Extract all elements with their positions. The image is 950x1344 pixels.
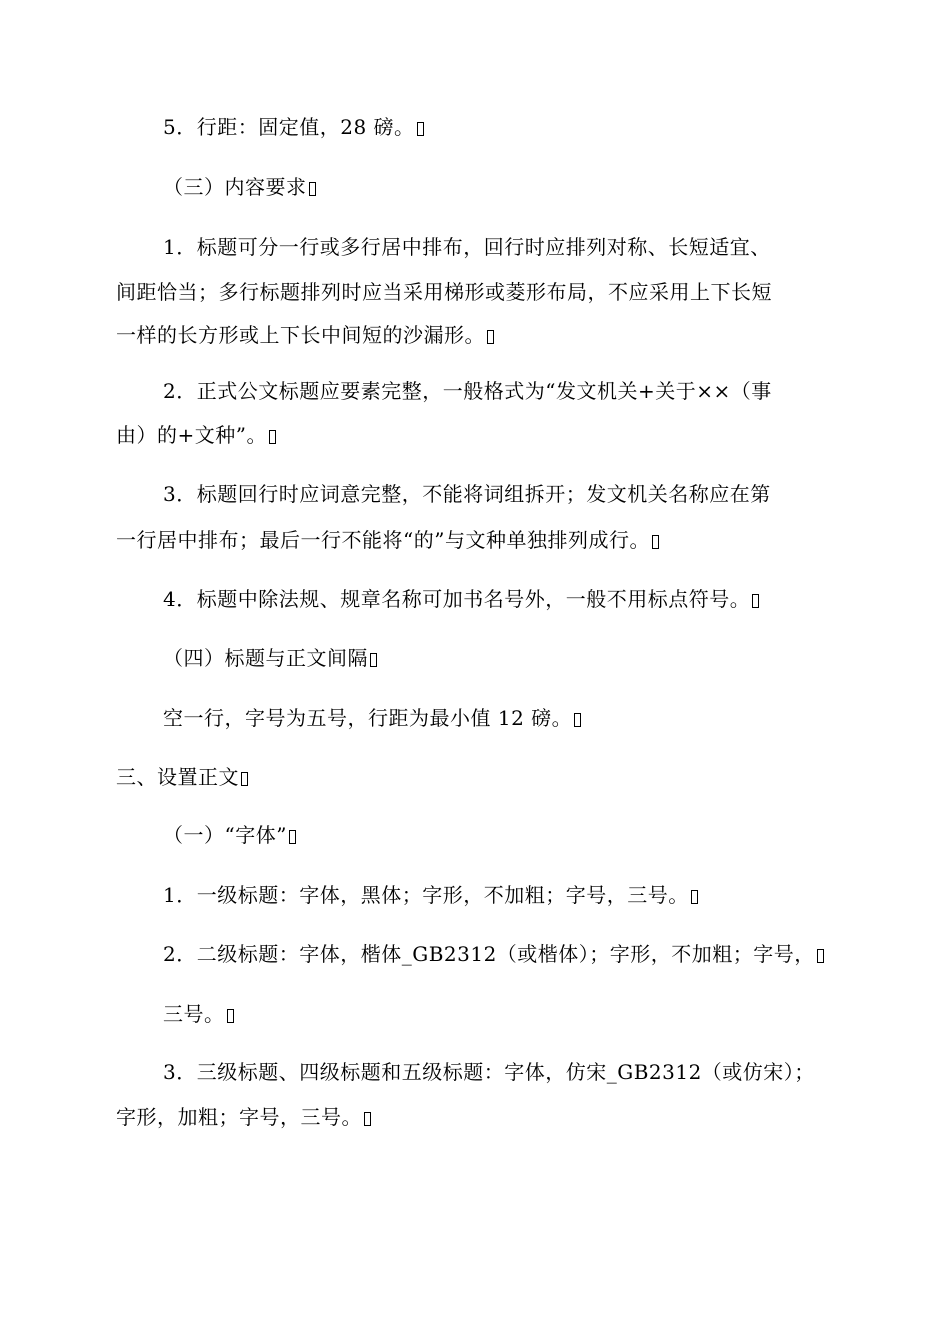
section-heading: （三）内容要求 — [163, 174, 316, 200]
paragraph-mark-icon — [364, 1112, 371, 1126]
paragraph-line: 间距恰当；多行标题排列时应当采用梯形或菱形布局，不应采用上下长短 — [116, 280, 772, 304]
paragraph-line: 空一行，字号为五号，行距为最小值 12 磅。 — [163, 705, 581, 731]
paragraph-mark-icon — [752, 594, 759, 608]
paragraph-mark-icon — [417, 122, 424, 136]
chapter-heading: 三、设置正文 — [116, 764, 248, 790]
paragraph-line: 4．标题中除法规、规章名称可加书名号外，一般不用标点符号。 — [163, 586, 759, 612]
paragraph-line: 3．标题回行时应词意完整，不能将词组拆开；发文机关名称应在第 — [163, 482, 771, 506]
paragraph-mark-icon — [817, 949, 824, 963]
paragraph-line: 3．三级标题、四级标题和五级标题：字体，仿宋_GB2312（或仿宋）； — [163, 1060, 815, 1084]
paragraph-mark-icon — [574, 713, 581, 727]
paragraph-line: 2．二级标题：字体，楷体_GB2312（或楷体）；字形，不加粗；字号， — [163, 941, 824, 967]
paragraph-mark-icon — [269, 430, 276, 444]
paragraph-mark-icon — [227, 1009, 234, 1023]
paragraph-mark-icon — [289, 830, 296, 844]
paragraph-mark-icon — [309, 182, 316, 196]
paragraph-line: 一样的长方形或上下长中间短的沙漏形。 — [116, 322, 494, 348]
paragraph-mark-icon — [241, 772, 248, 786]
paragraph-line: 一行居中排布；最后一行不能将“的”与文种单独排列成行。 — [116, 527, 659, 553]
paragraph-mark-icon — [691, 890, 698, 904]
section-heading: （一）“字体” — [163, 822, 296, 848]
paragraph-line: 字形，加粗；字号，三号。 — [116, 1104, 371, 1130]
paragraph-mark-icon — [370, 653, 377, 667]
paragraph-line: 1．一级标题：字体，黑体；字形，不加粗；字号，三号。 — [163, 882, 698, 908]
section-heading: （四）标题与正文间隔 — [163, 645, 377, 671]
paragraph-line: 由）的+文种”。 — [116, 422, 276, 448]
paragraph-mark-icon — [487, 330, 494, 344]
paragraph-line: 1．标题可分一行或多行居中排布，回行时应排列对称、长短适宜、 — [163, 235, 771, 259]
paragraph-line: 5．行距：固定值，28 磅。 — [163, 114, 424, 140]
paragraph-line: 2．正式公文标题应要素完整，一般格式为“发文机关+关于××（事 — [163, 379, 772, 403]
paragraph-line: 三号。 — [163, 1001, 234, 1027]
paragraph-mark-icon — [652, 535, 659, 549]
